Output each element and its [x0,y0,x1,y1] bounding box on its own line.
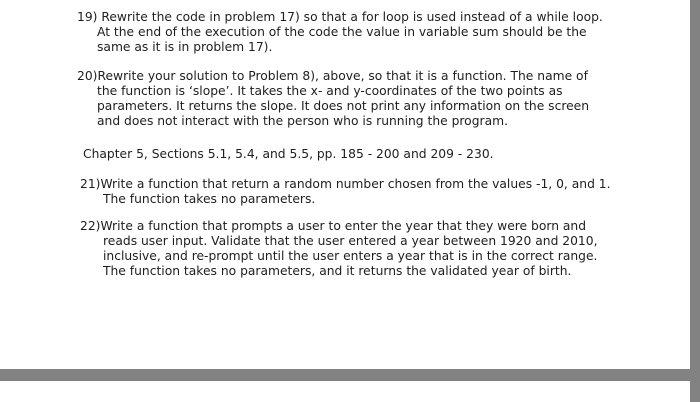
problem-text: Rewrite the code in problem 17) so that a for loop is used instead of a while loop. [101,10,603,24]
problem-text: and does not interact with the person who is running the program. [97,114,508,128]
problem-number: 20) [77,69,98,83]
problem-20 [77,69,588,84]
problem-number: 21) [80,177,101,191]
problem-text: Write a function that return a random number chosen from the values -1, 0, and 1. [100,177,611,191]
problem-text: At the end of the execution of the code the value in variable sum should be the [97,25,587,39]
problem-text: The function takes no parameters, and it returns the validated year of birth. [103,264,572,278]
problem-text: inclusive, and re-prompt until the user enters a year that is in the correct range. [103,249,598,263]
problem-text: Rewrite your solution to Problem 8), above, so that it is a function. The name of [97,69,588,83]
problem-text: the function is ‘slope’. It takes the x- and y-coordinates of the two points as [97,84,563,98]
problem-19 [77,10,603,25]
problem-text: reads user input. Validate that the user entered a year between 1920 and 2010, [103,234,598,248]
problem-22 [80,219,586,234]
page-right-border [690,0,700,402]
page-bottom-border [0,369,700,381]
problem-text: parameters. It returns the slope. It does not print any information on the screen [97,99,590,113]
problem-21 [80,177,611,192]
problem-number: 19) [77,10,98,24]
problem-text: Write a function that prompts a user to enter the year that they were born and [100,219,587,233]
problem-text: same as it is in problem 17). [97,40,273,54]
problem-text: The function takes no parameters. [103,192,316,206]
problem-number: 22) [80,219,101,233]
section-heading: Chapter 5, Sections 5.1, 5.4, and 5.5, pp. 185 - 200 and 209 - 230. [83,147,494,161]
